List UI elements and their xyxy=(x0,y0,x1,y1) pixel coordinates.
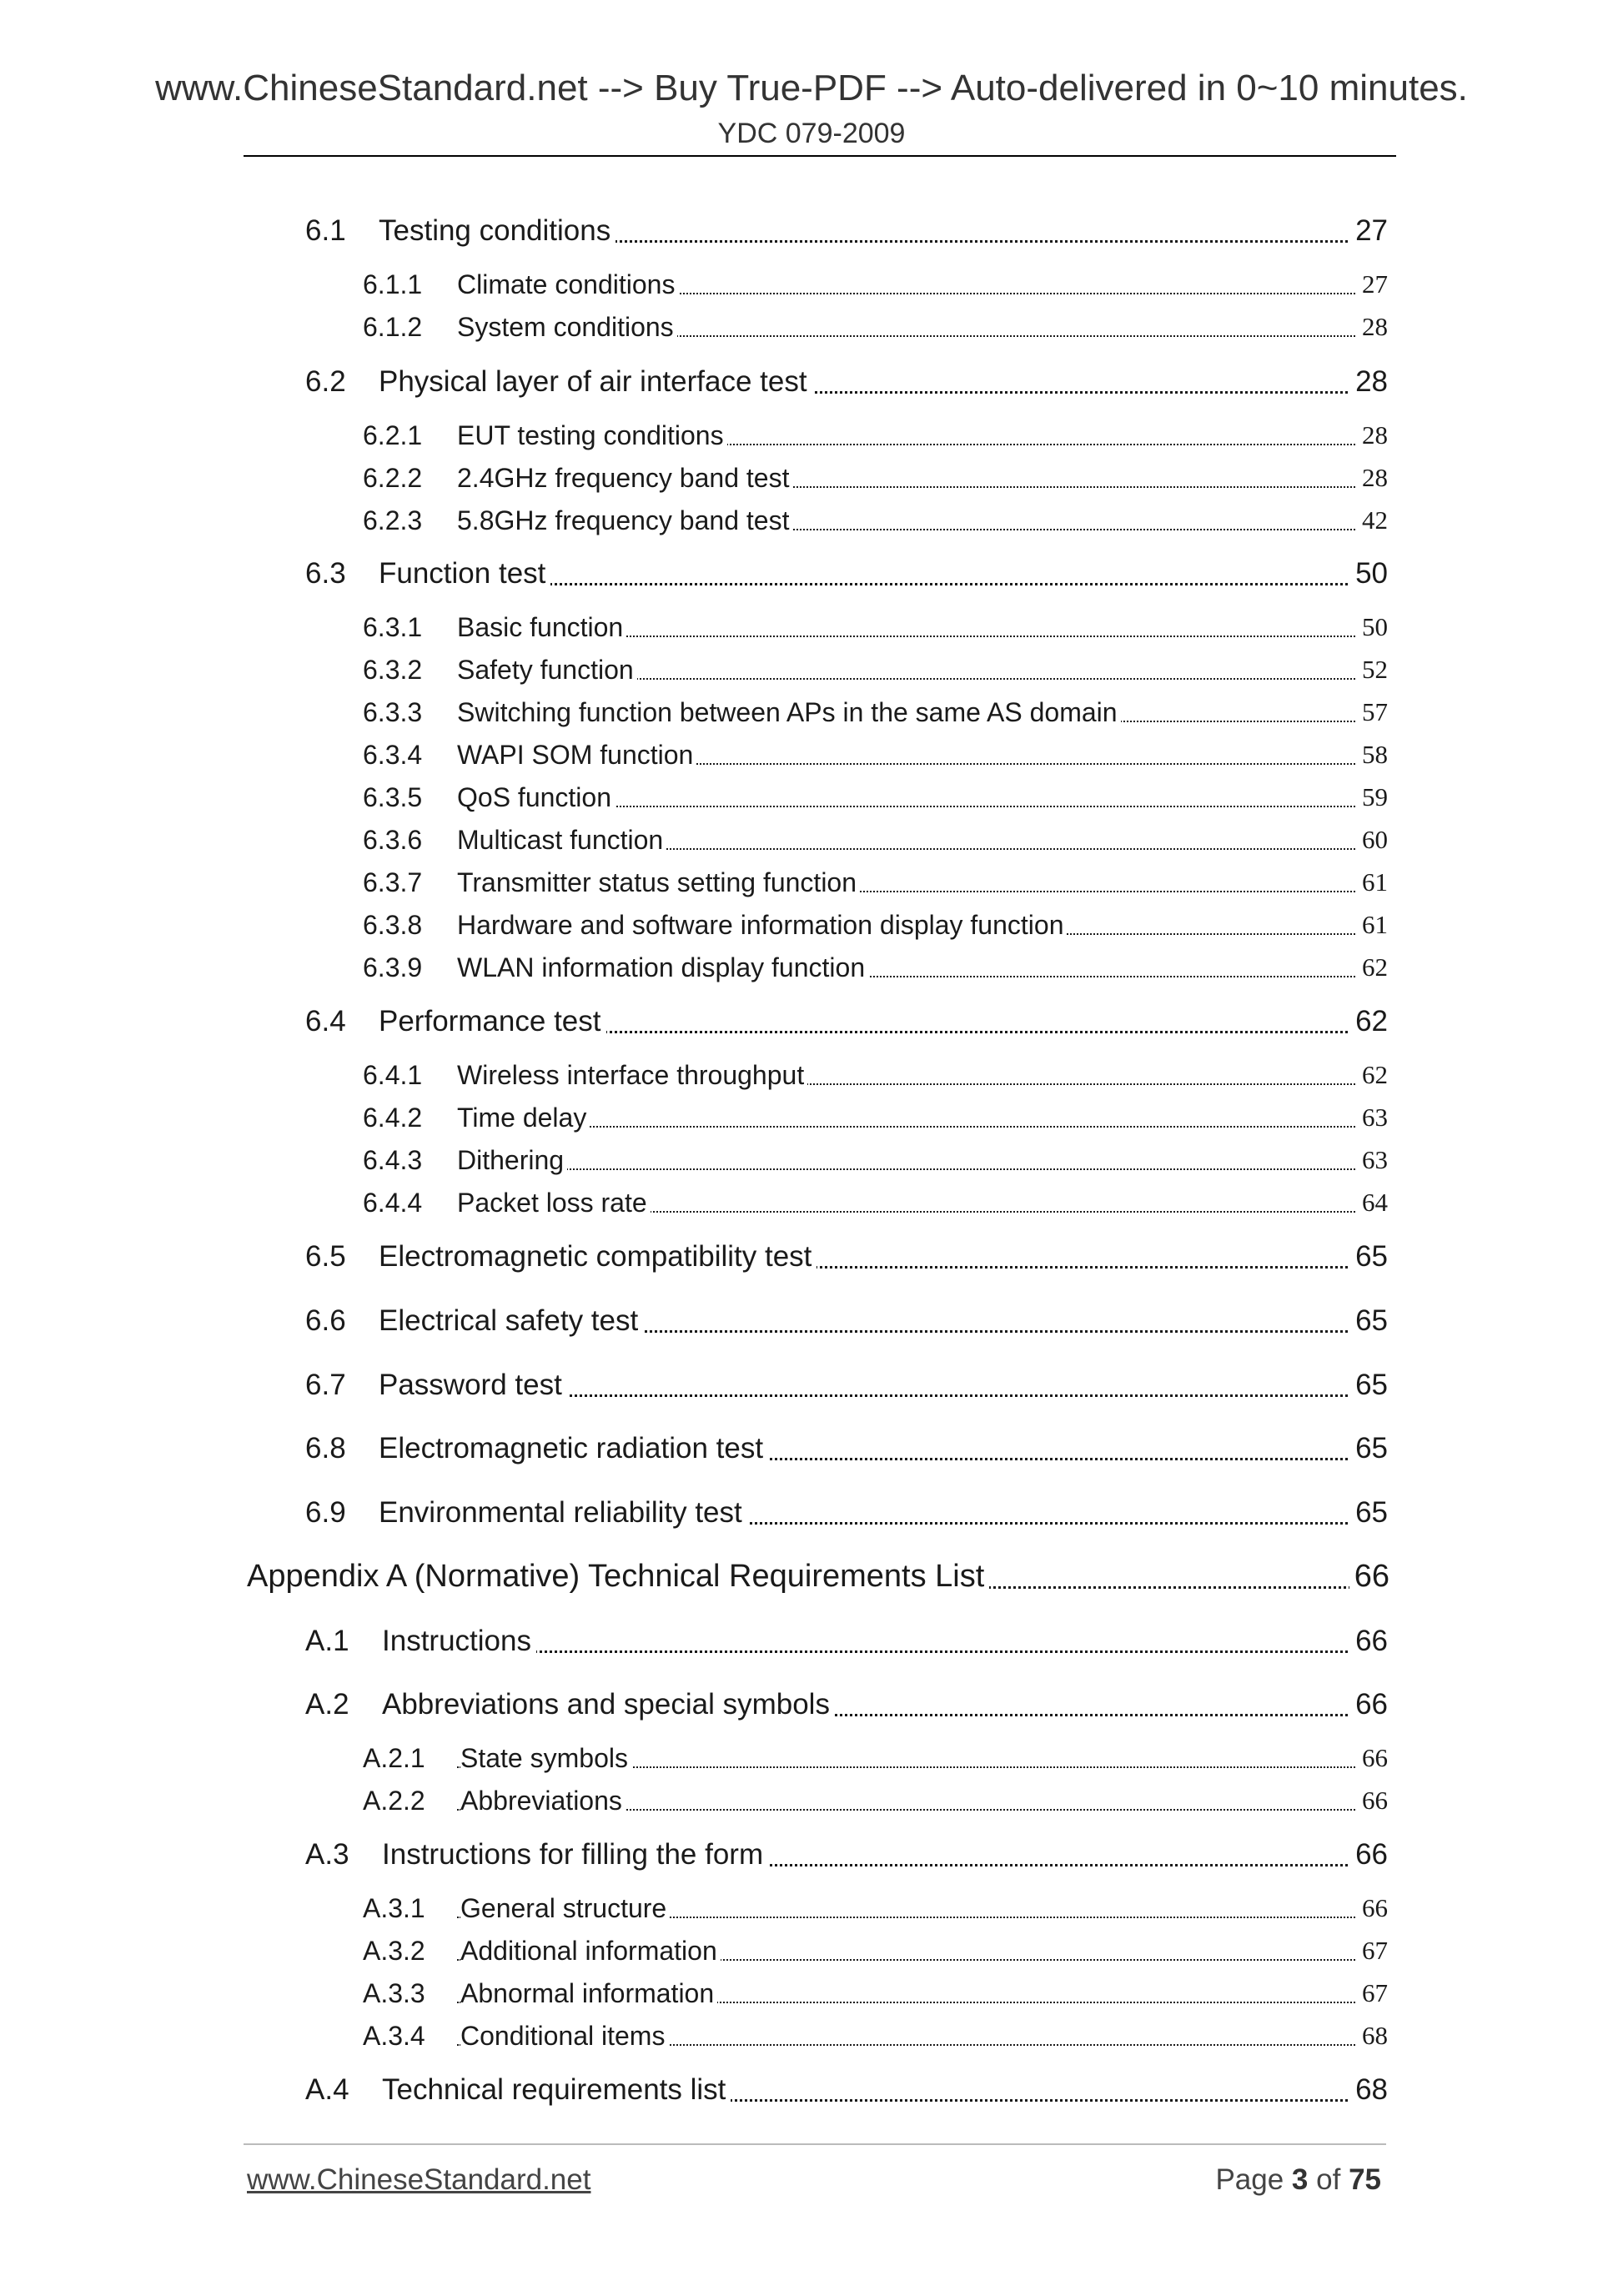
toc-number: 6.3.8 xyxy=(363,905,422,945)
toc-number: 6.1.2 xyxy=(363,307,422,347)
toc-entry-a-2[interactable] xyxy=(0,1685,1623,1725)
toc-title: Function test xyxy=(379,554,550,594)
toc-number: 6.3.6 xyxy=(363,820,422,860)
toc-title: Password test xyxy=(379,1365,567,1405)
toc-page: 28 xyxy=(1357,458,1388,498)
toc-page: 65 xyxy=(1350,1237,1388,1277)
toc-number: 6.1 xyxy=(305,211,346,251)
toc-page: 66 xyxy=(1350,1685,1388,1725)
toc-title: Wireless interface throughput xyxy=(457,1055,807,1095)
toc-entry-a-3-3[interactable] xyxy=(0,1973,1623,2013)
toc-number: 6.2.3 xyxy=(363,500,422,540)
toc-number: A.3 xyxy=(305,1835,349,1875)
toc-number: 6.7 xyxy=(305,1365,346,1405)
toc-title: Conditional items xyxy=(460,2016,668,2056)
toc-entry-6-3-2[interactable] xyxy=(0,650,1623,690)
toc-entry-6-2[interactable] xyxy=(0,362,1623,402)
toc-entry-6-9[interactable] xyxy=(0,1493,1623,1533)
toc-entry-6-3[interactable] xyxy=(0,554,1623,594)
toc-title: Abnormal information xyxy=(460,1973,717,2013)
page-prefix: Page xyxy=(1215,2163,1284,2196)
toc-page: 57 xyxy=(1357,692,1388,732)
toc-title: WLAN information display function xyxy=(457,947,868,987)
toc-entry-6-8[interactable] xyxy=(0,1429,1623,1469)
toc-title: QoS function xyxy=(457,777,615,817)
toc-number: 6.4.1 xyxy=(363,1055,422,1095)
toc-page: 62 xyxy=(1350,1002,1388,1042)
toc-entry-6-3-8[interactable] xyxy=(0,905,1623,945)
toc-page: 65 xyxy=(1350,1493,1388,1533)
footer-divider xyxy=(244,2143,1386,2145)
toc-title: Physical layer of air interface test xyxy=(379,362,812,402)
toc-number: A.3.1 xyxy=(363,1888,425,1928)
document-id: YDC 079-2009 xyxy=(717,118,906,149)
toc-number: 6.3.3 xyxy=(363,692,422,732)
toc-page: 62 xyxy=(1357,1055,1388,1095)
toc-page: 64 xyxy=(1357,1183,1388,1223)
toc-entry-6-1[interactable] xyxy=(0,211,1623,251)
header-banner: www.ChineseStandard.net --> Buy True-PDF --> Auto-delivered in 0~10 minutes. xyxy=(155,68,1468,108)
toc-page: 67 xyxy=(1357,1973,1388,2013)
toc-number: 6.3.2 xyxy=(363,650,422,690)
toc-number: 6.4.4 xyxy=(363,1183,422,1223)
dot-leader xyxy=(457,1126,1388,1128)
toc-page: 27 xyxy=(1357,264,1388,304)
toc-title: EUT testing conditions xyxy=(457,415,727,455)
toc-entry-6-1-2[interactable] xyxy=(0,307,1623,347)
toc-title: Abbreviations and special symbols xyxy=(382,1685,835,1725)
toc-number: A.4 xyxy=(305,2070,349,2110)
toc-entry-6-4-4[interactable] xyxy=(0,1183,1623,1223)
toc-title: Instructions for filling the form xyxy=(382,1835,768,1875)
toc-entry-a-3-2[interactable] xyxy=(0,1931,1623,1971)
toc-page: 66 xyxy=(1349,1556,1389,1596)
toc-page: 28 xyxy=(1350,362,1388,402)
toc-title: Electromagnetic compatibility test xyxy=(379,1237,817,1277)
toc-number: 6.2 xyxy=(305,362,346,402)
toc-entry-6-6[interactable] xyxy=(0,1301,1623,1341)
toc-title: Environmental reliability test xyxy=(379,1493,747,1533)
toc-number: A.3.2 xyxy=(363,1931,425,1971)
toc-page: 65 xyxy=(1350,1429,1388,1469)
toc-title: Hardware and software information display function xyxy=(457,905,1067,945)
toc-number: A.2.2 xyxy=(363,1781,425,1821)
toc-entry-a-3[interactable] xyxy=(0,1835,1623,1875)
toc-number: 6.4.3 xyxy=(363,1140,422,1180)
toc-page: 52 xyxy=(1357,650,1388,690)
toc-number: 6.3.1 xyxy=(363,607,422,647)
toc-number: 6.3.5 xyxy=(363,777,422,817)
toc-title: 5.8GHz frequency band test xyxy=(457,500,792,540)
toc-entry-6-4-2[interactable] xyxy=(0,1098,1623,1138)
toc-entry-a-2-2[interactable] xyxy=(0,1781,1623,1821)
toc-entry-a-2-1[interactable] xyxy=(0,1738,1623,1778)
toc-title: Climate conditions xyxy=(457,264,678,304)
toc-entry-6-2-1[interactable] xyxy=(0,415,1623,455)
toc-entry-a-3-1[interactable] xyxy=(0,1888,1623,1928)
toc-entry-a-4[interactable] xyxy=(0,2070,1623,2110)
toc-number: 6.4.2 xyxy=(363,1098,422,1138)
toc-number: 6.1.1 xyxy=(363,264,422,304)
toc-page: 66 xyxy=(1357,1781,1388,1821)
toc-title: Instructions xyxy=(382,1621,536,1661)
toc-number: 6.2.2 xyxy=(363,458,422,498)
toc-entry-6-4-3[interactable] xyxy=(0,1140,1623,1180)
toc-entry-6-3-6[interactable] xyxy=(0,820,1623,860)
toc-title: General structure xyxy=(460,1888,670,1928)
toc-title: State symbols xyxy=(460,1738,631,1778)
toc-page: 60 xyxy=(1357,820,1388,860)
toc-entry-6-3-4[interactable] xyxy=(0,735,1623,775)
toc-number: 6.5 xyxy=(305,1237,346,1277)
toc-number: 6.3.4 xyxy=(363,735,422,775)
toc-title: Electrical safety test xyxy=(379,1301,643,1341)
toc-title: System conditions xyxy=(457,307,677,347)
footer-page-indicator xyxy=(1215,2162,1381,2198)
toc-page: 50 xyxy=(1357,607,1388,647)
toc-number: 6.2.1 xyxy=(363,415,422,455)
toc-entry-a-3-4[interactable] xyxy=(0,2016,1623,2056)
toc-page: 63 xyxy=(1357,1140,1388,1180)
toc-entry-6-4-1[interactable] xyxy=(0,1055,1623,1095)
toc-page: 62 xyxy=(1357,947,1388,987)
toc-number: A.2.1 xyxy=(363,1738,425,1778)
toc-title: Safety function xyxy=(457,650,637,690)
toc-number: 6.4 xyxy=(305,1002,346,1042)
toc-entry-6-7[interactable] xyxy=(0,1365,1623,1405)
toc-page: 61 xyxy=(1357,862,1388,902)
page-total: 75 xyxy=(1349,2163,1381,2196)
toc-title: Basic function xyxy=(457,607,626,647)
toc-entry-6-1-1[interactable] xyxy=(0,264,1623,304)
toc-page: 68 xyxy=(1357,2016,1388,2056)
toc-number: A.1 xyxy=(305,1621,349,1661)
toc-page: 65 xyxy=(1350,1365,1388,1405)
toc-page: 61 xyxy=(1357,905,1388,945)
toc-number: 6.3.9 xyxy=(363,947,422,987)
toc-title: Switching function between APs in the same AS domain xyxy=(457,692,1121,732)
toc-title: 2.4GHz frequency band test xyxy=(457,458,792,498)
toc-number: A.3.4 xyxy=(363,2016,425,2056)
toc-page: 58 xyxy=(1357,735,1388,775)
footer-site-link[interactable]: www.ChineseStandard.net xyxy=(247,2163,591,2196)
toc-title: Electromagnetic radiation test xyxy=(379,1429,768,1469)
toc-number: A.3.3 xyxy=(363,1973,425,2013)
header-divider xyxy=(244,155,1396,157)
toc-title: Time delay xyxy=(457,1098,590,1138)
toc-number: 6.8 xyxy=(305,1429,346,1469)
toc-page: 66 xyxy=(1350,1621,1388,1661)
toc-page: 66 xyxy=(1357,1888,1388,1928)
toc-entry-6-2-3[interactable] xyxy=(0,500,1623,540)
toc-entry-6-3-9[interactable] xyxy=(0,947,1623,987)
toc-page: 67 xyxy=(1357,1931,1388,1971)
toc-page: 27 xyxy=(1350,211,1388,251)
page-current: 3 xyxy=(1291,2163,1309,2196)
toc-page: 66 xyxy=(1350,1835,1388,1875)
toc-entry-6-2-2[interactable] xyxy=(0,458,1623,498)
toc-entry-6-3-7[interactable] xyxy=(0,862,1623,902)
toc-page: 68 xyxy=(1350,2070,1388,2110)
toc-entry-6-3-5[interactable] xyxy=(0,777,1623,817)
toc-number: 6.3.7 xyxy=(363,862,422,902)
toc-title: Testing conditions xyxy=(379,211,616,251)
toc-entry-appendix-a[interactable] xyxy=(0,1556,1623,1596)
toc-number: A.2 xyxy=(305,1685,349,1725)
dot-leader xyxy=(457,1168,1388,1170)
toc-title: Dithering xyxy=(457,1140,567,1180)
toc-page: 63 xyxy=(1357,1098,1388,1138)
toc-title: Performance test xyxy=(379,1002,606,1042)
toc-entry-6-3-3[interactable] xyxy=(0,692,1623,732)
toc-title: Packet loss rate xyxy=(457,1183,651,1223)
toc-entry-6-3-1[interactable] xyxy=(0,607,1623,647)
toc-title: Additional information xyxy=(460,1931,721,1971)
toc-number: 6.9 xyxy=(305,1493,346,1533)
toc-page: 28 xyxy=(1357,415,1388,455)
toc-title: Multicast function xyxy=(457,820,666,860)
toc-entry-a-1[interactable] xyxy=(0,1621,1623,1661)
toc-entry-6-4[interactable] xyxy=(0,1002,1623,1042)
toc-page: 59 xyxy=(1357,777,1388,817)
page-of: of xyxy=(1316,2163,1341,2196)
toc-title: Abbreviations xyxy=(460,1781,626,1821)
toc-page: 28 xyxy=(1357,307,1388,347)
toc-entry-6-5[interactable] xyxy=(0,1237,1623,1277)
toc-number: 6.6 xyxy=(305,1301,346,1341)
toc-title: Appendix A (Normative) Technical Requirements List xyxy=(247,1556,989,1596)
toc-page: 50 xyxy=(1350,554,1388,594)
toc-number: 6.3 xyxy=(305,554,346,594)
toc-page: 66 xyxy=(1357,1738,1388,1778)
toc-title: WAPI SOM function xyxy=(457,735,696,775)
toc-title: Technical requirements list xyxy=(382,2070,731,2110)
toc-page: 65 xyxy=(1350,1301,1388,1341)
toc-page: 42 xyxy=(1357,500,1388,540)
toc-title: Transmitter status setting function xyxy=(457,862,860,902)
